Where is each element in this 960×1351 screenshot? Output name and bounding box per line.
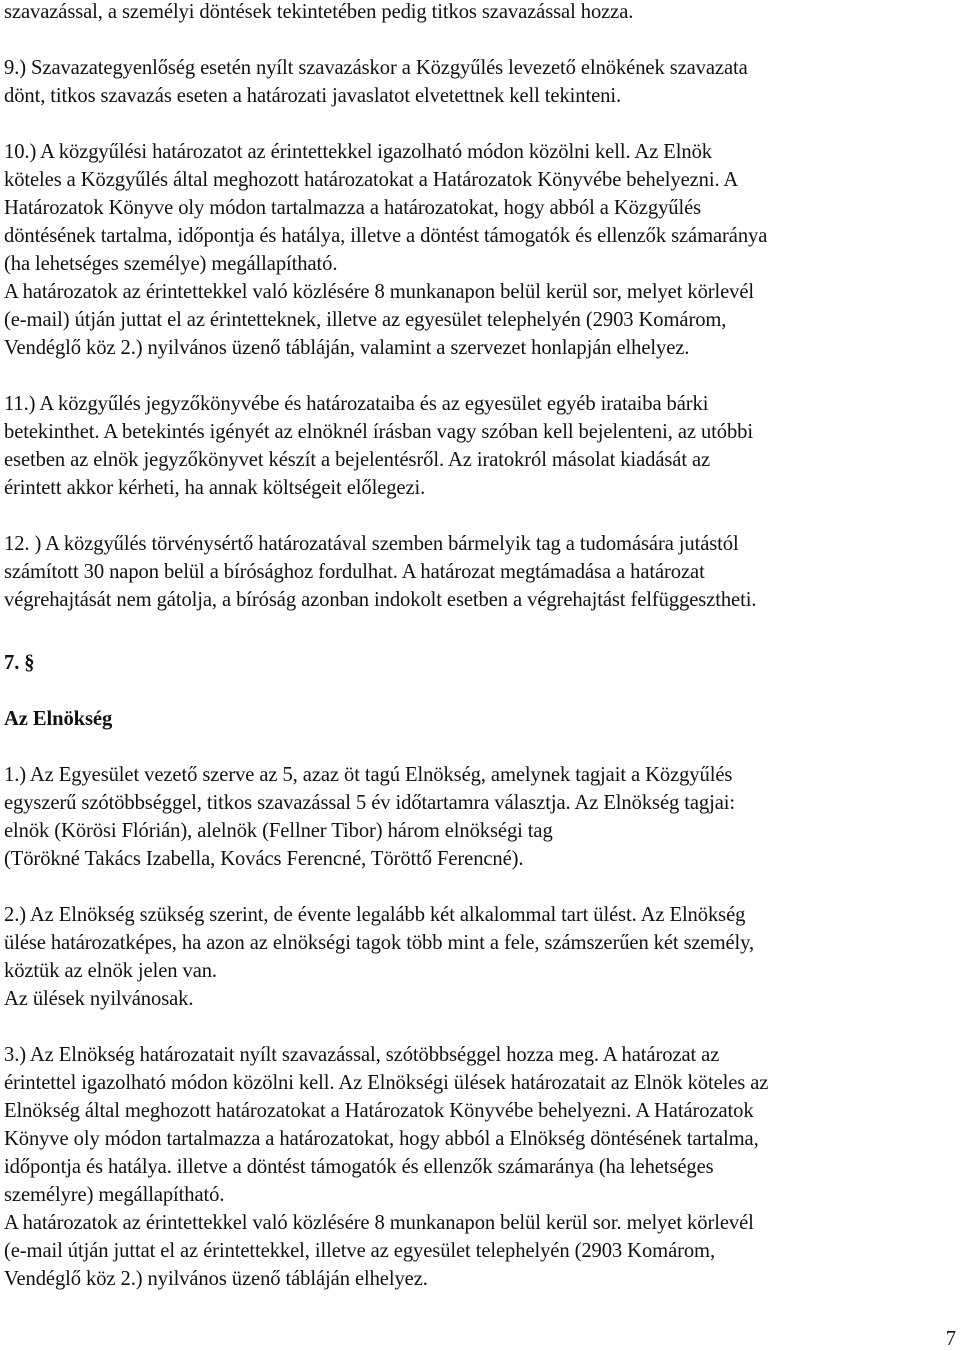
text-line: döntésének tartalma, időpontja és hatálya, illetve a döntést támogatók és ellenzők számaránya — [4, 225, 768, 247]
text-line: Könyve oly módon tartalmazza a határozatokat, hogy abból a Elnökség döntésének tartalma, — [4, 1128, 759, 1150]
text-line: 12. ) A közgyűlés törvénysértő határozatával szemben bármelyik tag a tudomására jutástól — [4, 533, 739, 555]
text-line: szavazással, a személyi döntések tekintetében pedig titkos szavazással hozza. — [4, 1, 634, 23]
text-line: 3.) Az Elnökség határozatait nyílt szavazással, szótöbbséggel hozza meg. A határozat az — [4, 1044, 720, 1066]
text-line: érintett akkor kérheti, ha annak költségeit előlegezi. — [4, 477, 426, 499]
text-line: esetben az elnök jegyzőkönyvet készít a bejelentésről. Az iratokról másolat kiadását az — [4, 449, 711, 471]
text-line: időpontja és hatálya. illetve a döntést támogatók és ellenzők számaránya (ha lehetséges — [4, 1156, 714, 1178]
text-line: Az ülések nyilvánosak. — [4, 988, 194, 1010]
text-line: (e-mail útján juttat el az érintettekkel, illetve az egyesület telephelyén (2903 Komárom, — [4, 1240, 716, 1262]
text-line: A határozatok az érintettekkel való közlésére 8 munkanapon belül kerül sor, melyet körlevél — [4, 281, 755, 303]
text-line: egyszerű szótöbbséggel, titkos szavazással 5 év időtartamra választja. Az Elnökség tagjai: — [4, 792, 735, 814]
text-line: betekinthet. A betekintés igényét az elnöknél írásban vagy szóban kell bejelenteni, az utóbbi — [4, 421, 753, 443]
text-line: (ha lehetséges személye) megállapítható. — [4, 253, 338, 275]
text-line: 1.) Az Egyesület vezető szerve az 5, azaz öt tagú Elnökség, amelynek tagjait a Közgyűlés — [4, 764, 733, 786]
text-line: Elnökség által meghozott határozatokat a Határozatok Könyvébe behelyezni. A Határozatok — [4, 1100, 754, 1122]
text-line: számított 30 napon belül a bírósághoz fordulhat. A határozat megtámadása a határozat — [4, 561, 705, 583]
text-line: (Törökné Takács Izabella, Kovács Ferencné, Töröttő Ferencné). — [4, 848, 524, 870]
text-line: érintettel igazolható módon közölni kell. Az Elnökségi ülések határozatait az Elnök köteles az — [4, 1072, 769, 1094]
text-line: Vendéglő köz 2.) nyilvános üzenő tábláján elhelyez. — [4, 1268, 428, 1290]
text-line: dönt, titkos szavazás eseten a határozati javaslatot elvetettnek kell tekinteni. — [4, 85, 622, 107]
text-line: köztük az elnök jelen van. — [4, 960, 217, 982]
text-line: Határozatok Könyve oly módon tartalmazza a határozatokat, hogy abból a Közgyűlés — [4, 197, 702, 219]
page-number: 7 — [945, 1328, 956, 1350]
section-number: 7. § — [4, 652, 35, 674]
section-title: Az Elnökség — [4, 708, 113, 730]
text-line: elnök (Körösi Flórián), alelnök (Fellner Tibor) három elnökségi tag — [4, 820, 553, 842]
text-line: 9.) Szavazategyenlőség esetén nyílt szavazáskor a Közgyűlés levezető elnökének szavazata — [4, 57, 748, 79]
text-line: (e-mail) útján juttat el az érintetteknek, illetve az egyesület telephelyén (2903 Komárom, — [4, 309, 727, 331]
text-line: 10.) A közgyűlési határozatot az érintettekkel igazolható módon közölni kell. Az Elnök — [4, 141, 712, 163]
text-line: köteles a Közgyűlés által meghozott határozatokat a Határozatok Könyvébe behelyezni. A — [4, 169, 739, 191]
text-line: ülése határozatképes, ha azon az elnökségi tagok több mint a fele, számszerűen két személy, — [4, 932, 755, 954]
text-line: A határozatok az érintettekkel való közlésére 8 munkanapon belül kerül sor. melyet körlevél — [4, 1212, 754, 1234]
text-line: Vendéglő köz 2.) nyilvános üzenő tábláján, valamint a szervezet honlapján elhelyez. — [4, 337, 690, 359]
text-line: 11.) A közgyűlés jegyzőkönyvébe és határozataiba és az egyesület egyéb irataiba bárki — [4, 393, 709, 415]
text-line: végrehajtását nem gátolja, a bíróság azonban indokolt esetben a végrehajtást felfüggesztheti. — [4, 589, 757, 611]
text-line: személyre) megállapítható. — [4, 1184, 225, 1206]
text-line: 2.) Az Elnökség szükség szerint, de évente legalább két alkalommal tart ülést. Az Elnökség — [4, 904, 746, 926]
